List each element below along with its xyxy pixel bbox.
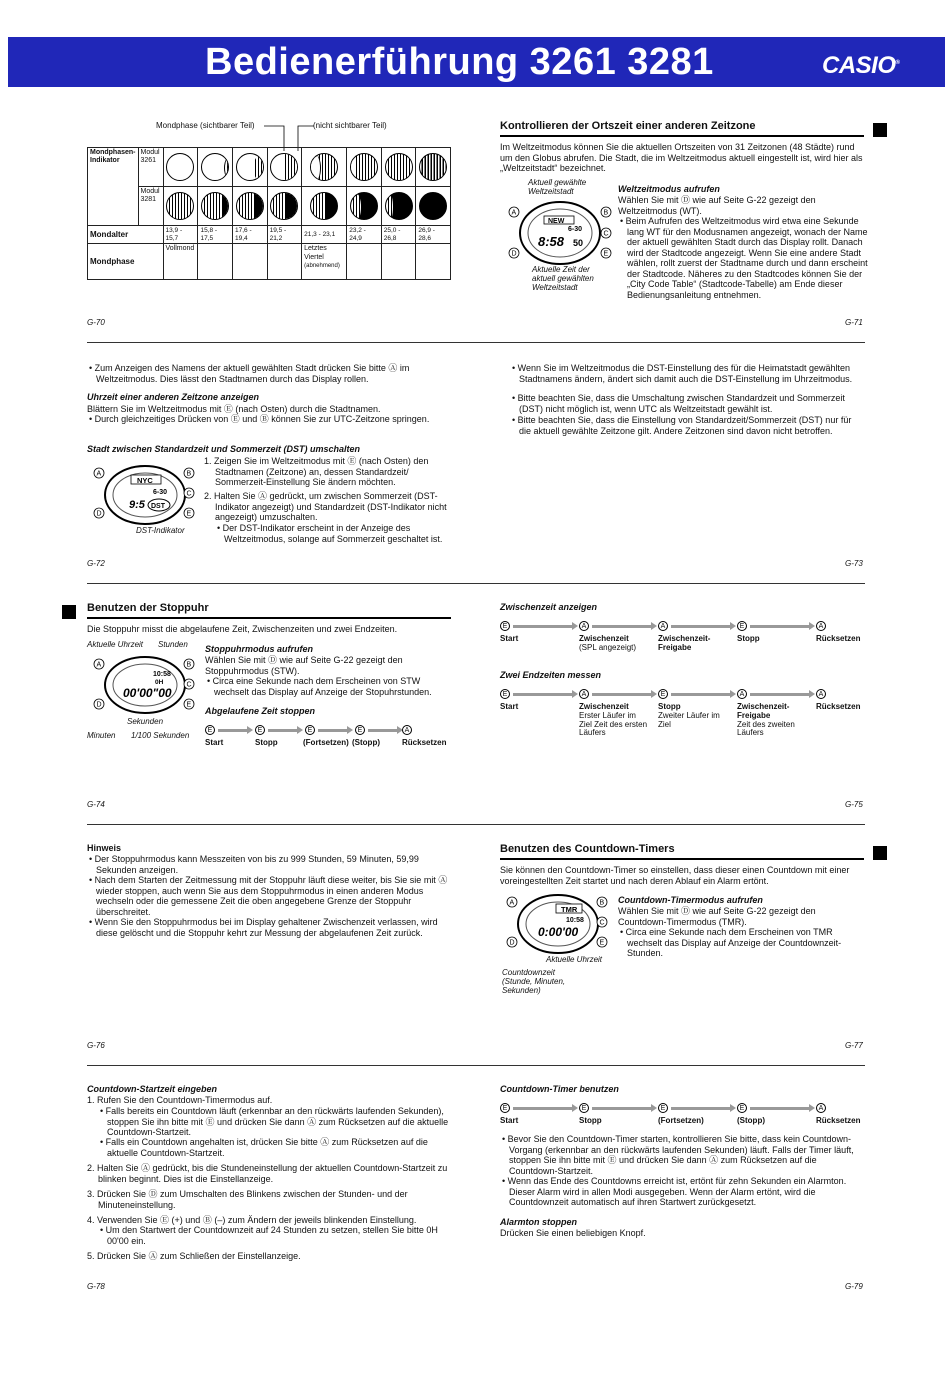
dst-step-2-bullet-text: Der DST-Indikator erscheint in der Anzeige des Weltzeitmodus, solange auf Sommerzeit geschaltet ist. — [222, 523, 443, 544]
countdown-step-1-bullet-2: • Falls ein Countdown angehalten ist, drücken Sie bitte Ⓐ zum Rücksetzen auf die aktuelle Countdown-Startzeit. — [100, 1137, 428, 1158]
page-number: G-74 — [87, 800, 105, 809]
mondalter-label: Mondalter — [88, 226, 164, 244]
arrow — [513, 693, 573, 696]
svg-text:0:00'00: 0:00'00 — [538, 925, 579, 939]
svg-text:E: E — [186, 510, 192, 518]
subheading-countdown-mode: Countdown-Timermodus aufrufen — [618, 895, 763, 905]
phase-cell — [267, 244, 302, 280]
hinweis-heading: Hinweis — [87, 843, 122, 853]
svg-text:C: C — [599, 919, 605, 927]
button-a-icon: A — [816, 689, 826, 699]
svg-text:C: C — [186, 490, 192, 498]
arrow — [671, 693, 731, 696]
moon-full-icon — [166, 153, 194, 181]
page-divider — [87, 583, 865, 584]
svg-text:E: E — [599, 939, 605, 947]
seq-label: Rücksetzen — [816, 1116, 861, 1125]
moon-3281-6-icon — [385, 192, 413, 220]
moon-icon-cell — [233, 148, 268, 187]
phase-last-label: Letztes Viertel — [304, 245, 327, 261]
moon-icon-cell — [347, 187, 382, 226]
watch-label-countdown: Countdownzeit (Stunde, Minuten, Sekunden) — [502, 968, 566, 995]
page-title: Bedienerführung 3261 3281 — [205, 41, 714, 83]
heading-rule — [500, 135, 864, 137]
watch-label-hours: Stunden — [158, 640, 188, 649]
watch-label-dst: DST-Indikator — [136, 526, 185, 535]
button-e-icon: E — [500, 689, 510, 699]
moon-icon-cell — [198, 187, 233, 226]
seq-label: (Stopp) — [737, 1116, 765, 1125]
button-e-icon: E — [737, 621, 747, 631]
moon-3281-5-icon — [350, 192, 378, 220]
moon-icon-cell — [163, 148, 198, 187]
page-number: G-70 — [87, 318, 105, 327]
svg-text:A: A — [509, 899, 515, 907]
svg-text:6-30: 6-30 — [153, 489, 168, 496]
moon-icon-cell — [381, 148, 416, 187]
moon-3281-4-icon — [310, 192, 338, 220]
watch-label-time: Aktuelle Zeit der aktuell gewählten Weltzeitstadt — [532, 265, 594, 292]
arrow — [318, 729, 348, 732]
moon-icon-cell — [267, 148, 302, 187]
moon-age-cell: 21,3 - 23,1 — [302, 226, 347, 244]
page-divider — [87, 1065, 865, 1066]
watch-label-hundredth: 1/100 Sekunden — [131, 731, 190, 740]
heading-rule — [500, 858, 864, 860]
arrow — [671, 625, 731, 628]
moon-full-3281-icon — [166, 192, 194, 220]
seq-label-text: Rücksetzen — [816, 634, 861, 643]
page-number: G-76 — [87, 1041, 105, 1050]
world-mode-bullet: • Beim Aufrufen des Weltzeitmodus wird etwa eine Sekunde lang WT für den Modusnamen angezeigt, wonach der Name der aktuell gewählten Stadt durch das Display rollt. Danach wird der Stadtcode angezeigt. Wenn Sie eine andere Stadt wählen, rollt zuerst der Stadtname durch und dann erscheint der Stadtcode. Näheres zu den Stadtcodes können Sie der „City Code Table“ (Stadtcode-Tabelle) am Ende dieser Bedienungsanleitung entnehmen. — [620, 216, 868, 300]
button-a-icon: A — [737, 689, 747, 699]
g72-bullet-1-text: Zum Anzeigen des Namens der aktuell gewählten Stadt drücken Sie bitte Ⓐ im Weltzeitmodus. Dies lässt den Stadtnamen durch das Display rollen. — [94, 363, 410, 384]
button-e-icon: E — [737, 1103, 747, 1113]
button-e-icon: E — [500, 1103, 510, 1113]
seq-label-text: Stopp — [737, 634, 760, 643]
phase-full-cell: Vollmond — [163, 244, 198, 280]
moon-waning-3-icon — [270, 153, 298, 181]
subheading-elapsed: Abgelaufene Zeit stoppen — [205, 706, 316, 716]
page-number: G-72 — [87, 559, 105, 568]
g72-bullet-2-text: Durch gleichzeitiges Drücken von Ⓔ und Ⓑ können Sie zur UTC-Zeitzone springen. — [94, 414, 430, 424]
countdown-step-1-bullet-1-text: Falls bereits ein Countdown läuft (erkennbar an den rückwärts laufenden Sekunden), stoppen Sie ihn bitte mit Ⓔ und drücken Sie dann Ⓐ zum Rücksetzen auf die aktuelle Countdown-Startzeit. — [105, 1106, 449, 1138]
hinweis-bullet-3: • Wenn Sie den Stoppuhrmodus bei im Display gehaltener Zwischenzeit verlassen, wird diese gelöscht und die Stoppuhr kehrt zur Messung der abgelaufenen Zeit zurück. — [89, 917, 438, 938]
svg-text:C: C — [603, 230, 609, 238]
moon-icon-cell — [416, 187, 451, 226]
page-number: G-71 — [845, 318, 863, 327]
phase-cell — [347, 244, 382, 280]
arrow — [218, 729, 248, 732]
watch-dst-icon — [93, 463, 197, 528]
button-e-icon: E — [205, 725, 215, 735]
watch-label-seconds: Sekunden — [127, 717, 164, 726]
svg-text:C: C — [186, 681, 192, 689]
seq-label — [816, 635, 871, 644]
svg-text:NYC: NYC — [137, 476, 153, 485]
dst-step-1: 1. Zeigen Sie im Weltzeitmodus mit Ⓔ (nach Osten) den Stadtnamen (Zeitzone) an, dessen Standardzeit/ Sommerzeit-Einstellung Sie ändern möchten. — [204, 456, 429, 488]
stopwatch-mode-bullet: • Circa eine Sekunde nach dem Erscheinen von STW wechselt das Display auf Anzeige der Stopuhrstunden. — [207, 676, 432, 697]
section-marker — [873, 846, 887, 860]
moon-age-cell: 25,0 - 26,8 — [381, 226, 416, 244]
moon-3281-3-icon — [270, 192, 298, 220]
page-divider — [87, 824, 865, 825]
svg-text:00'00"00: 00'00"00 — [123, 686, 172, 700]
row-indicator-label: Mondphasen-Indikator — [88, 148, 139, 226]
g73-bullet-3-text: Bitte beachten Sie, dass die Einstellung von Standardzeit/Sommerzeit (DST) nur für die aktuell gewählte Zeitzone gilt. Andere Zeitzonen sind davon nicht betroffen. — [517, 415, 852, 436]
modul-3281-label: Modul 3281 — [138, 187, 163, 226]
svg-text:0H: 0H — [155, 679, 164, 686]
brand-logo — [822, 52, 899, 80]
moon-3281-new-icon — [419, 192, 447, 220]
button-a-icon: A — [402, 725, 412, 735]
button-e-icon: E — [255, 725, 265, 735]
svg-text:6-30: 6-30 — [568, 226, 583, 233]
seq-label — [500, 703, 570, 712]
g72-bullet-1: • Zum Anzeigen des Namens der aktuell gewählten Stadt drücken Sie bitte Ⓐ im Weltzeitmodus. Dies lässt den Stadtnamen durch das Display rollen. — [89, 363, 410, 384]
heading-rule — [87, 617, 451, 619]
subheading-split: Zwischenzeit anzeigen — [500, 602, 598, 612]
hinweis-bullet-1-text: Der Stoppuhrmodus kann Messzeiten von bis zu 999 Stunden, 59 Minuten, 59,99 Sekunden anzeigen. — [94, 854, 419, 875]
seq-label — [658, 635, 728, 653]
moon-waning-2-icon — [236, 153, 264, 181]
countdown-step-1-bullet-1: • Falls bereits ein Countdown läuft (erkennbar an den rückwärts laufenden Sekunden), stoppen Sie ihn bitte mit Ⓔ und drücken Sie dann Ⓐ zum Rücksetzen auf die aktuelle Countdown-Startzeit. — [100, 1106, 449, 1138]
moon-waning-1-icon — [201, 153, 229, 181]
moon-last-quarter-icon — [310, 153, 338, 181]
svg-text:E: E — [603, 250, 609, 258]
dst-step-2: 2. Halten Sie Ⓐ gedrückt, um zwischen Sommerzeit (DST-Indikator angezeigt) und Standardzeit (DST-Indikator nicht angezeigt) umzuschalten. — [204, 491, 447, 523]
countdown-step-4-bullet: • Um den Startwert der Countdownzeit auf 24 Stunden zu setzen, stellen Sie bitte 0H 00'00 ein. — [100, 1225, 438, 1246]
subheading-countdown-use: Countdown-Timer benutzen — [500, 1084, 619, 1094]
moon-waning-6-icon — [385, 153, 413, 181]
svg-text:A: A — [96, 470, 102, 478]
hinweis-bullet-3-text: Wenn Sie den Stoppuhrmodus bei im Display gehaltener Zwischenzeit verlassen, wird diese gelöscht und die Stoppuhr kehrt zur Messung der abgelaufenen Zeit zurück. — [94, 917, 438, 938]
seq-label — [658, 703, 730, 729]
moon-age-cell: 15,8 - 17,5 — [198, 226, 233, 244]
moon-caption-visible: Mondphase (sichtbarer Teil) — [156, 121, 255, 130]
dst-step-2-bullet: • Der DST-Indikator erscheint in der Anzeige des Weltzeitmodus, solange auf Sommerzeit geschaltet ist. — [217, 523, 443, 544]
watch-label-current: Aktuelle Uhrzeit — [546, 955, 603, 964]
section-marker — [62, 605, 76, 619]
seq-label-text: Zwischenzeit — [579, 702, 629, 711]
svg-text:B: B — [603, 209, 609, 217]
subheading-world-mode: Weltzeitmodus aufrufen — [618, 184, 720, 194]
countdown-mode-bullet: • Circa eine Sekunde nach dem Erscheinen von TMR wechselt das Display auf Anzeige der Countdownzeit-Stunden. — [620, 927, 842, 959]
g73-bullet-1-text: Wenn Sie im Weltzeitmodus die DST-Einstellung des für die Heimatstadt gewählten Stadtnamens ändern, ändert sich damit auch die DST-Einstellung im Uhrzeitmodus. — [517, 363, 853, 384]
moon-icon-cell — [267, 187, 302, 226]
svg-text:8:58: 8:58 — [538, 234, 565, 249]
moon-icon-cell — [381, 187, 416, 226]
modul-3261-label: Modul 3261 — [138, 148, 163, 187]
arrow — [592, 1107, 652, 1110]
moon-icon-cell — [198, 148, 233, 187]
g72-line-1: Blättern Sie im Weltzeitmodus mit Ⓔ (nach Osten) durch die Stadtnamen. — [87, 404, 381, 414]
seq-label-text: Rücksetzen — [816, 702, 861, 711]
registered-mark: ® — [895, 60, 900, 66]
stopwatch-mode-line: Wählen Sie mit Ⓓ wie auf Seite G-22 gezeigt den Stoppuhrmodus (STW). — [205, 655, 403, 676]
phase-cell — [381, 244, 416, 280]
subheading-countdown-start: Countdown-Startzeit eingeben — [87, 1084, 217, 1094]
seq-label — [816, 703, 871, 712]
svg-text:A: A — [96, 661, 102, 669]
mondphase-label: Mondphase — [88, 244, 164, 280]
seq-label: Rücksetzen — [402, 738, 447, 747]
seq-label: (Fortsetzen) — [303, 738, 349, 747]
moon-waning-7-icon — [419, 153, 447, 181]
section-marker — [873, 123, 887, 137]
seq-label-text: Zwischenzeit-Freigabe — [737, 702, 790, 720]
page-number: G-79 — [845, 1282, 863, 1291]
svg-text:B: B — [186, 661, 192, 669]
moon-icon-cell — [233, 187, 268, 226]
page-number: G-75 — [845, 800, 863, 809]
svg-text:DST: DST — [151, 503, 165, 510]
arrow — [592, 693, 652, 696]
phase-cell — [198, 244, 233, 280]
svg-text:D: D — [96, 701, 102, 709]
world-mode-bullet-text: Beim Aufrufen des Weltzeitmodus wird etwa eine Sekunde lang WT für den Modusnamen angezeigt, wonach der Name der aktuell gewählten Stadt durch das Display rollt. Danach wird der Stadtcode angezeigt. Wenn Sie eine andere Stadt wählen, rollt zuerst der Stadtname durch und dann erscheint der Stadtcode. Näheres zu den Stadtcodes können Sie der „City Code Table“ (Stadtcode-Tabelle) am Ende dieser Bedienungsanleitung entnehmen. — [625, 216, 868, 300]
section-heading-stopwatch: Benutzen der Stoppuhr — [87, 602, 209, 614]
seq-sublabel: Erster Läufer im Ziel Zeit des ersten Läufers — [579, 710, 648, 738]
button-e-icon: E — [658, 1103, 668, 1113]
subheading-two-finish: Zwei Endzeiten messen — [500, 670, 602, 680]
arrow — [368, 729, 398, 732]
seq-label: (Stopp) — [352, 738, 380, 747]
countdown-step-1-bullet-2-text: Falls ein Countdown angehalten ist, drücken Sie bitte Ⓐ zum Rücksetzen auf die aktuelle Countdown-Startzeit. — [105, 1137, 428, 1158]
g73-bullet-3: • Bitte beachten Sie, dass die Einstellung von Standardzeit/Sommerzeit (DST) nur für die aktuell gewählte Zeitzone gilt. Andere Zeitzonen sind davon nicht betroffen. — [512, 415, 852, 436]
svg-text:D: D — [511, 250, 517, 258]
watch-label-current: Aktuelle Uhrzeit — [87, 640, 144, 649]
hinweis-bullet-1: • Der Stoppuhrmodus kann Messzeiten von bis zu 999 Stunden, 59 Minuten, 59,99 Sekunden anzeigen. — [89, 854, 419, 875]
page-number: G-73 — [845, 559, 863, 568]
moon-caption-hidden: (nicht sichtbarer Teil) — [313, 121, 387, 130]
subheading-dst: Stadt zwischen Standardzeit und Sommerzeit (DST) umschalten — [87, 444, 361, 454]
seq-label: (Fortsetzen) — [658, 1116, 704, 1125]
svg-text:10:58: 10:58 — [153, 671, 171, 678]
subheading-alarm-stop: Alarmton stoppen — [500, 1217, 578, 1227]
arrow — [592, 625, 652, 628]
phase-last-cell — [302, 244, 347, 280]
watch-label-city: Aktuell gewählte Weltzeitstadt — [528, 178, 587, 196]
hinweis-bullet-2: • Nach dem Starten der Zeitmessung mit der Stoppuhr läuft diese weiter, bis Sie sie mit Ⓐ wieder stoppen, auch wenn Sie aus dem Stoppuhrmodus in einen anderen Modus wechseln oder die gemessene Zeit die oben angegebene Grenze der Stoppuhr überschreitet. — [89, 875, 448, 917]
arrow — [750, 625, 810, 628]
countdown-use-bullet-2: • Wenn das Ende des Countdowns erreicht ist, ertönt für zehn Sekunden ein Alarmton. Dieser Alarm wird in allen Modi ausgegeben. Wenn der Alarm ertönt, wird die Countdownzeit automatisch auf ihren Startwert zurückgesetzt. — [502, 1176, 847, 1208]
seq-label — [737, 703, 809, 738]
arrow — [671, 1107, 731, 1110]
watch-stopwatch-icon — [93, 654, 197, 716]
seq-label-text: Start — [500, 634, 519, 643]
moon-icon-cell — [347, 148, 382, 187]
button-a-icon: A — [579, 689, 589, 699]
countdown-mode-line: Wählen Sie mit Ⓓ wie auf Seite G-22 gezeigt den Countdown-Timermodus (TMR). — [618, 906, 816, 927]
countdown-mode-bullet-text: Circa eine Sekunde nach dem Erscheinen von TMR wechselt das Display auf Anzeige der Countdownzeit-Stunden. — [625, 927, 842, 959]
moon-icon-cell — [416, 148, 451, 187]
arrow — [513, 1107, 573, 1110]
countdown-step-4-bullet-text: Um den Startwert der Countdownzeit auf 24 Stunden zu setzen, stellen Sie bitte 0H 00'00 ein. — [105, 1225, 438, 1246]
brand-name: CASIO — [822, 52, 896, 79]
seq-sublabel: (SPL angezeigt) — [579, 642, 637, 652]
svg-text:D: D — [509, 939, 515, 947]
countdown-use-bullet-2-text: Wenn das Ende des Countdowns erreicht ist, ertönt für zehn Sekunden ein Alarmton. Dieser Alarm wird in allen Modi ausgegeben. Wenn der Alarm ertönt, wird die Countdownzeit automatisch auf ihren Startwert zurückgesetzt. — [507, 1176, 847, 1208]
g73-bullet-2: • Bitte beachten Sie, dass die Umschaltung zwischen Standardzeit und Sommerzeit (DST) nicht möglich ist, wenn UTC als Weltzeitstadt gewählt ist. — [512, 393, 845, 414]
section-heading-world-time: Kontrollieren der Ortszeit einer anderen Zeitzone — [500, 120, 756, 132]
seq-label: Stopp — [255, 738, 278, 747]
seq-label — [579, 703, 649, 738]
phase-cell — [416, 244, 451, 280]
countdown-step-4: 4. Verwenden Sie Ⓔ (+) und Ⓑ (–) zum Ändern der jeweils blinkenden Einstellung. — [87, 1215, 417, 1225]
countdown-sequence — [500, 1103, 865, 1133]
seq-label-text: Start — [500, 702, 519, 711]
button-a-icon: A — [816, 1103, 826, 1113]
svg-text:50: 50 — [573, 238, 584, 248]
page-divider — [87, 342, 865, 343]
g72-bullet-2: • Durch gleichzeitiges Drücken von Ⓔ und Ⓑ können Sie zur UTC-Zeitzone springen. — [89, 414, 430, 424]
seq-label — [500, 635, 570, 644]
moon-age-cell: 17,6 - 19,4 — [233, 226, 268, 244]
svg-text:A: A — [511, 209, 517, 217]
page-number: G-77 — [845, 1041, 863, 1050]
moon-icon-cell — [302, 148, 347, 187]
svg-text:D: D — [96, 510, 102, 518]
countdown-use-bullet-1-text: Bevor Sie den Countdown-Timer starten, kontrollieren Sie bitte, dass kein Countdown-Vorgang (erkennbar an den rückwärts laufenden Sekunden) läuft. Falls der Timer läuft, stoppen Sie ihn bitte mit Ⓔ und drücken Sie dann Ⓐ zum Rücksetzen auf die Countdown-Startzeit. — [507, 1134, 854, 1176]
svg-text:9:5: 9:5 — [129, 499, 145, 511]
watch-countdown-icon — [506, 892, 610, 956]
seq-sublabel: Zweiter Läufer im Ziel — [658, 710, 720, 729]
hinweis-bullet-2-text: Nach dem Starten der Zeitmessung mit der Stoppuhr läuft diese weiter, bis Sie sie mit Ⓐ wieder stoppen, auch wenn Sie aus dem Stoppuhrmodus in einen anderen Modus wechseln oder die gemessene Zeit die oben angegebene Grenze der Stoppuhr überschreitet. — [94, 875, 448, 917]
countdown-use-bullet-1: • Bevor Sie den Countdown-Timer starten, kontrollieren Sie bitte, dass kein Countdown-Vorgang (erkennbar an den rückwärts laufenden Sekunden) läuft. Falls der Timer läuft, stoppen Sie ihn bitte mit Ⓔ und drücken Sie dann Ⓐ zum Rücksetzen auf die Countdown-Startzeit. — [502, 1134, 854, 1176]
split-sequence — [500, 621, 865, 661]
g73-bullet-1: • Wenn Sie im Weltzeitmodus die DST-Einstellung des für die Heimatstadt gewählten Stadtnamens ändern, ändert sich damit auch die DST-Einstellung im Uhrzeitmodus. — [512, 363, 853, 384]
svg-text:TMR: TMR — [561, 905, 578, 914]
moon-icon-cell — [163, 187, 198, 226]
countdown-step-1: 1. Rufen Sie den Countdown-Timermodus auf. — [87, 1095, 273, 1105]
world-mode-line: Wählen Sie mit Ⓓ wie auf Seite G-22 gezeigt den Weltzeitmodus (WT). — [618, 195, 816, 216]
seq-label — [579, 635, 654, 653]
button-a-icon: A — [579, 621, 589, 631]
two-finish-sequence — [500, 689, 865, 759]
seq-sublabel: Zeit des zweiten Läufers — [737, 719, 795, 738]
button-e-icon: E — [500, 621, 510, 631]
watch-label-minutes: Minuten — [87, 731, 116, 740]
countdown-step-3: 3. Drücken Sie Ⓓ zum Umschalten des Blinkens zwischen der Stunden- und der Minuteneinstellung. — [87, 1189, 408, 1210]
button-e-icon: E — [658, 689, 668, 699]
button-a-icon: A — [816, 621, 826, 631]
moon-waning-5-icon — [350, 153, 378, 181]
subheading-stopwatch-mode: Stoppuhrmodus aufrufen — [205, 644, 313, 654]
watch-world-time-icon — [508, 198, 612, 268]
button-e-icon: E — [579, 1103, 589, 1113]
seq-label-text: Stopp — [658, 702, 681, 711]
svg-text:NEW: NEW — [548, 218, 565, 225]
subheading-other-zone: Uhrzeit einer anderen Zeitzone anzeigen — [87, 392, 260, 402]
stopwatch-mode-bullet-text: Circa eine Sekunde nach dem Erscheinen von STW wechselt das Display auf Anzeige der Stopuhrstunden. — [212, 676, 432, 697]
moon-age-cell: 19,5 - 21,2 — [267, 226, 302, 244]
section-heading-countdown: Benutzen des Countdown-Timers — [500, 843, 675, 855]
moon-age-cell: 13,9 - 15,7 — [163, 226, 198, 244]
elapsed-sequence — [205, 725, 455, 755]
seq-label-text: Zwischenzeit — [579, 634, 629, 643]
phase-cell — [233, 244, 268, 280]
svg-text:B: B — [186, 470, 192, 478]
seq-label-text: Zwischenzeit-Freigabe — [658, 634, 711, 652]
page-number: G-78 — [87, 1282, 105, 1291]
button-a-icon: A — [658, 621, 668, 631]
arrow — [750, 1107, 810, 1110]
seq-label — [737, 635, 807, 644]
button-e-icon: E — [305, 725, 315, 735]
countdown-step-2: 2. Halten Sie Ⓐ gedrückt, bis die Stundeneinstellung der aktuellen Countdown-Startzeit zu blinken beginnt. Dies ist die Einstellanzeige. — [87, 1163, 448, 1184]
arrow — [513, 625, 573, 628]
phase-last-sub: (abnehmend) — [304, 262, 340, 269]
svg-text:B: B — [599, 899, 605, 907]
button-e-icon: E — [355, 725, 365, 735]
stopwatch-intro: Die Stoppuhr misst die abgelaufene Zeit, Zwischenzeiten und zwei Endzeiten. — [87, 624, 398, 634]
moon-3281-1-icon — [201, 192, 229, 220]
moon-icon-cell — [302, 187, 347, 226]
moon-age-cell: 23,2 - 24,9 — [347, 226, 382, 244]
alarm-stop-line: Drücken Sie einen beliebigen Knopf. — [500, 1228, 646, 1238]
seq-label: Stopp — [579, 1116, 602, 1125]
arrow — [750, 693, 810, 696]
moon-age-cell: 26,9 - 28,6 — [416, 226, 451, 244]
moon-3281-2-icon — [236, 192, 264, 220]
countdown-intro: Sie können den Countdown-Timer so einstellen, dass dieser einen Countdown mit einer voreingestellten Zeit startet und nach deren Ablauf ein Alarm ertönt. — [500, 865, 850, 886]
svg-text:10:58: 10:58 — [566, 917, 584, 924]
seq-label: Start — [205, 738, 224, 747]
countdown-step-5: 5. Drücken Sie Ⓐ zum Schließen der Einstellanzeige. — [87, 1251, 301, 1261]
svg-text:E: E — [186, 701, 192, 709]
g73-bullet-2-text: Bitte beachten Sie, dass die Umschaltung zwischen Standardzeit und Sommerzeit (DST) nicht möglich ist, wenn UTC als Weltzeitstadt gewählt ist. — [517, 393, 845, 414]
world-time-intro: Im Weltzeitmodus können Sie die aktuellen Ortszeiten von 31 Zeitzonen (48 Städte) rund um den Globus abrufen. Die Stadt, die im Weltzeitmodus aktuell eingestellt ist, wird hier als „Weltzeitstadt“ bezeichnet. — [500, 142, 863, 174]
moon-phase-table — [87, 147, 451, 280]
seq-label: Start — [500, 1116, 519, 1125]
arrow — [268, 729, 298, 732]
